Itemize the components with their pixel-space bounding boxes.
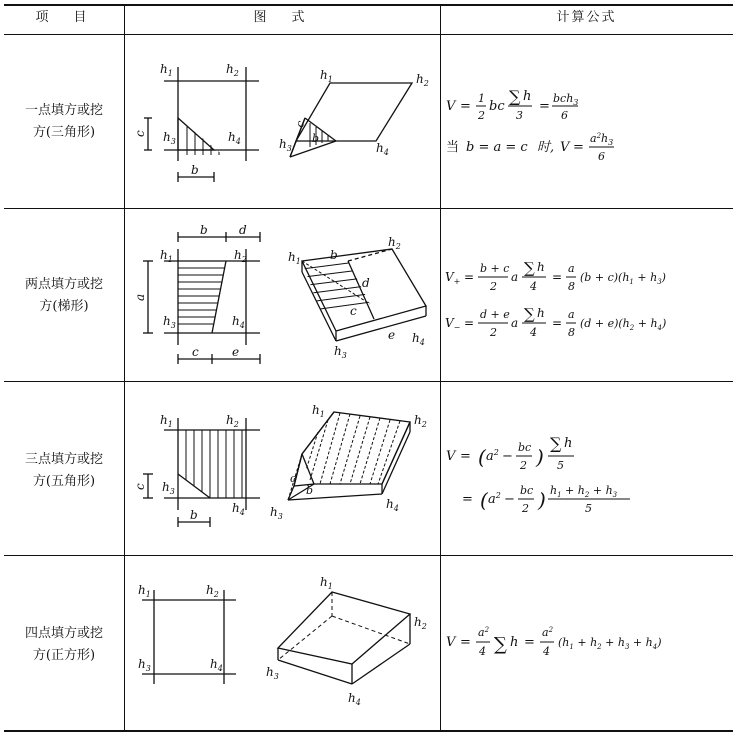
svg-text:(h1 + h2 + h3 + h4): $(h_1 + h_2 + h_3 + h_4)$ xyxy=(558,636,662,651)
label-h3: $h_3$ xyxy=(138,657,151,673)
row-name-line: 方(五角形) xyxy=(32,474,96,489)
formula-row3 xyxy=(440,382,730,555)
svg-text:=: = xyxy=(460,635,471,650)
svg-text:3: 3 xyxy=(516,109,523,122)
label-c: c xyxy=(133,483,147,490)
svg-text:6: 6 xyxy=(598,150,605,163)
svg-text:=: = xyxy=(460,449,471,464)
label-h2-3d: $h_2$ xyxy=(414,615,427,631)
svg-text:a: a xyxy=(568,308,575,321)
label-h2: $h_2$ xyxy=(234,248,247,264)
svg-text:=: = xyxy=(460,99,471,114)
label-h2: $h_2$ xyxy=(206,583,219,599)
label-c: c xyxy=(133,130,147,137)
svg-text:h1 + h2 + h3: $h_1 + h_2 + h_3$ xyxy=(550,484,618,499)
formula-when-tail: 时, xyxy=(537,140,555,155)
label-h2: $h_2$ xyxy=(226,413,239,429)
figure-pentagon xyxy=(124,382,440,555)
svg-text:V: V xyxy=(560,140,570,155)
svg-text:8: 8 xyxy=(568,280,575,293)
svg-text:h: h xyxy=(510,635,519,650)
svg-text:∑: ∑ xyxy=(524,305,535,323)
label-h3-3d: $h_3$ xyxy=(270,505,283,521)
label-h3: $h_3$ xyxy=(163,130,176,146)
svg-text:∑: ∑ xyxy=(550,434,562,453)
label-b: b xyxy=(200,223,208,237)
svg-text:h: h xyxy=(537,306,545,320)
label-h3-3d: $h_3$ xyxy=(279,137,292,153)
svg-text:−: − xyxy=(504,492,515,507)
svg-text:2: 2 xyxy=(520,459,527,472)
svg-text:h: h xyxy=(523,89,532,104)
label-h1-3d: $h_1$ xyxy=(320,68,333,84)
svg-text:a2: $a^2$ xyxy=(478,626,490,639)
label-h1: $h_1$ xyxy=(138,583,151,599)
svg-text:=: = xyxy=(524,635,535,650)
svg-text:∑: ∑ xyxy=(509,87,521,106)
formula-row1 xyxy=(440,35,730,208)
figure-square xyxy=(124,556,440,730)
svg-text:∑: ∑ xyxy=(524,259,535,277)
svg-text:=: = xyxy=(552,270,563,284)
svg-text:(: ( xyxy=(480,488,488,512)
svg-text:a: a xyxy=(511,270,519,284)
svg-text:V: V xyxy=(446,449,456,464)
label-c: c xyxy=(192,345,199,359)
label-h4: $h_4$ xyxy=(228,130,241,146)
svg-text:2: 2 xyxy=(490,280,497,293)
label-c-3d: c xyxy=(292,118,308,130)
label-h3-3d: $h_3$ xyxy=(334,344,347,360)
svg-text:=: = xyxy=(462,492,473,507)
header-figure: 图 式 xyxy=(253,10,311,25)
label-e-3d: e xyxy=(388,328,396,342)
label-h4-3d: $h_4$ xyxy=(412,331,425,347)
label-c-3d: c xyxy=(350,304,357,318)
label-h2-3d: $h_2$ xyxy=(414,413,427,429)
label-h3-3d: $h_3$ xyxy=(266,665,279,681)
svg-text:2: 2 xyxy=(522,502,529,515)
svg-text:V: V xyxy=(446,99,456,114)
svg-text:bch3: bch$_3$ xyxy=(553,92,579,107)
svg-text:5: 5 xyxy=(557,459,564,472)
label-h1-3d: $h_1$ xyxy=(312,403,325,419)
svg-text:2: 2 xyxy=(490,326,497,339)
svg-text:): ) xyxy=(536,445,544,469)
svg-text:=: = xyxy=(464,270,475,284)
svg-text:−: − xyxy=(502,449,513,464)
label-b-3d: b xyxy=(312,132,320,145)
label-h3: $h_3$ xyxy=(163,314,176,330)
label-h4: $h_4$ xyxy=(232,501,245,517)
svg-text:4: 4 xyxy=(543,645,550,658)
svg-text:a2: $a^2$ xyxy=(542,626,554,639)
bottom-rule xyxy=(4,730,733,732)
formula-row4 xyxy=(440,556,730,730)
label-h2-3d: $h_2$ xyxy=(388,235,401,251)
label-e: e xyxy=(232,345,240,359)
svg-text:=: = xyxy=(552,316,563,330)
svg-text:5: 5 xyxy=(585,502,592,515)
svg-text:8: 8 xyxy=(568,326,575,339)
label-b: b xyxy=(191,163,199,177)
label-h1-3d: $h_1$ xyxy=(320,575,333,591)
svg-text:=: = xyxy=(464,316,475,330)
svg-text:d + e: d + e xyxy=(480,308,510,321)
svg-text:a2: $a^2$ xyxy=(486,448,499,464)
svg-text:(d + e)(h2 + h4): $(d + e)(h_2 + h_4)$ xyxy=(580,317,667,332)
svg-text:4: 4 xyxy=(479,645,486,658)
svg-text:): ) xyxy=(538,488,546,512)
svg-text:h: h xyxy=(537,260,545,274)
svg-text:V+: $V_+$ xyxy=(445,270,461,286)
svg-text:b = a = c: b = a = c xyxy=(466,140,528,155)
label-h2: $h_2$ xyxy=(226,62,239,78)
label-c-3d: c xyxy=(290,472,297,485)
svg-text:V: V xyxy=(446,635,456,650)
svg-text:h: h xyxy=(564,436,573,451)
label-h4-3d: $h_4$ xyxy=(376,141,389,157)
label-b-3d: b xyxy=(306,484,314,497)
label-h4-3d: $h_4$ xyxy=(348,691,361,707)
row-name-line: 方(正方形) xyxy=(32,648,96,663)
header-formula: 计算公式 xyxy=(556,10,617,25)
figure-triangle xyxy=(124,35,440,208)
svg-text:a: a xyxy=(568,262,575,275)
label-d-3d: d xyxy=(362,276,370,290)
label-b-3d: b xyxy=(330,248,338,262)
label-h1: $h_1$ xyxy=(160,62,173,78)
svg-text:b + c: b + c xyxy=(480,262,510,275)
svg-text:4: 4 xyxy=(530,280,537,293)
svg-text:(: ( xyxy=(478,445,486,469)
row-name-line: 一点填方或挖 xyxy=(24,103,103,118)
svg-text:bc: bc xyxy=(518,441,532,454)
row-name xyxy=(4,274,124,318)
svg-text:a2h3: $a^2h_3$ xyxy=(590,132,614,147)
svg-text:2: 2 xyxy=(478,109,485,122)
label-b: b xyxy=(190,508,198,522)
svg-text:=: = xyxy=(539,99,550,114)
svg-text:bc: bc xyxy=(489,99,505,114)
svg-text:V−: $V_-$ xyxy=(445,316,461,332)
label-h4-3d: $h_4$ xyxy=(386,497,399,513)
svg-text:a: a xyxy=(511,316,519,330)
svg-text:6: 6 xyxy=(561,109,568,122)
label-h1: $h_1$ xyxy=(160,248,173,264)
svg-text:4: 4 xyxy=(530,326,537,339)
svg-text:bc: bc xyxy=(520,484,534,497)
svg-text:1: 1 xyxy=(478,92,485,105)
row-name-line: 方(三角形) xyxy=(32,125,96,140)
formula-row2 xyxy=(440,209,730,381)
label-h1: $h_1$ xyxy=(160,413,173,429)
label-d: d xyxy=(239,223,247,237)
svg-text:a2: $a^2$ xyxy=(488,491,501,507)
header-item: 项 目 xyxy=(35,10,93,25)
svg-text:∑: ∑ xyxy=(494,634,507,655)
label-a: a xyxy=(133,293,147,301)
label-h3: $h_3$ xyxy=(162,480,175,496)
formula-when: 当 xyxy=(446,140,460,155)
label-h2-3d: $h_2$ xyxy=(416,72,429,88)
row-name xyxy=(4,623,124,667)
label-h4: $h_4$ xyxy=(232,314,245,330)
row-name xyxy=(4,449,124,493)
svg-text:=: = xyxy=(573,140,584,155)
figure-trapezoid xyxy=(124,209,440,381)
row-name-line: 两点填方或挖 xyxy=(24,277,103,292)
row-name-line: 四点填方或挖 xyxy=(24,626,103,641)
row-name-line: 方(梯形) xyxy=(39,299,89,314)
label-h1-3d: $h_1$ xyxy=(288,250,301,266)
row-name-line: 三点填方或挖 xyxy=(24,452,103,467)
svg-text:(b + c)(h1 + h3): $(b + c)(h_1 + h_3)$ xyxy=(580,271,666,286)
row-name xyxy=(4,100,124,144)
label-h4: $h_4$ xyxy=(210,657,223,673)
